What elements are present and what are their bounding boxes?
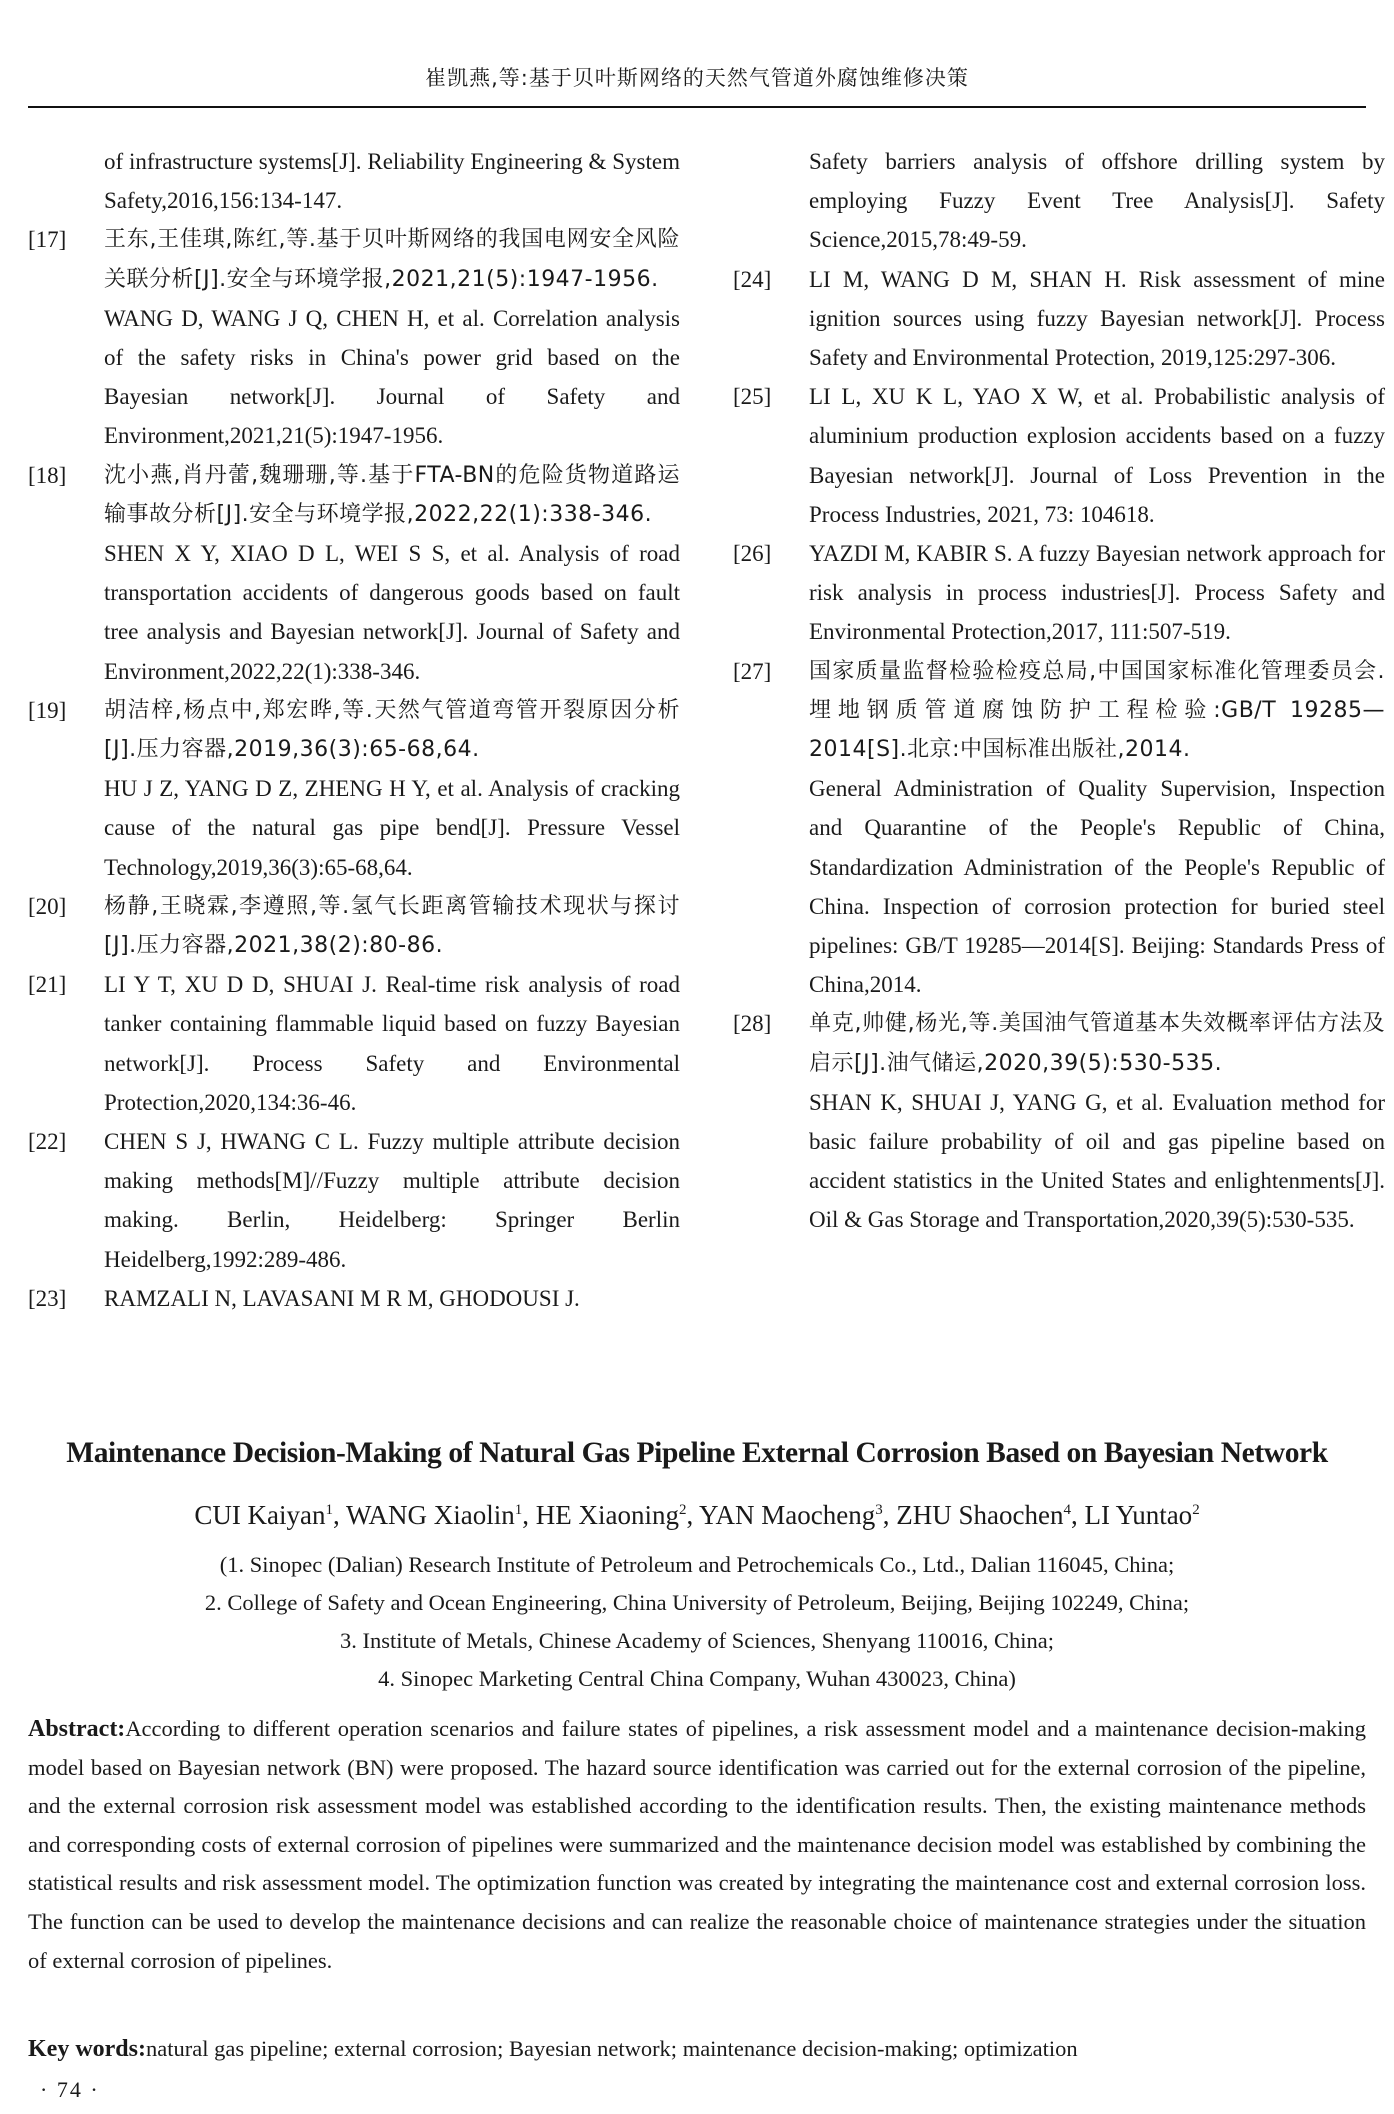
author-affiliation-mark: 1 bbox=[514, 1502, 523, 1518]
author-separator: , bbox=[1070, 1500, 1085, 1530]
author-list bbox=[28, 1500, 1366, 1531]
reference-entry bbox=[28, 456, 680, 691]
author-name: ZHU Shaochen bbox=[896, 1500, 1064, 1530]
reference-text-chinese: 沈小燕,肖丹蕾,魏珊珊,等.基于FTA-BN的危险货物道路运输事故分析[J].安全与环境学报,2022,22(1):338-346. bbox=[104, 462, 680, 527]
author-affiliation-mark: 2 bbox=[679, 1502, 687, 1518]
reference-text-english: LI L, XU K L, YAO X W, et al. Probabilistic analysis of aluminium production explosion accidents based on a fuzzy Bayesian network[J]. Journal of Loss Prevention in the Process Industries, 2021, 73: 104618. bbox=[809, 384, 1385, 527]
reference-number: [18] bbox=[28, 462, 67, 488]
reference-text-english: LI Y T, XU D D, SHUAI J. Real-time risk analysis of road tanker containing flammable liquid based on fuzzy Bayesian network[J]. Process Safety and Environmental Protection,2020,134:36-46. bbox=[104, 972, 680, 1115]
reference-number: [23] bbox=[28, 1285, 67, 1311]
reference-entry bbox=[28, 220, 680, 455]
reference-entry bbox=[28, 691, 680, 887]
reference-text-english: General Administration of Quality Supervision, Inspection and Quarantine of the People's Republic of China, Standardization Administration of the People's Republic of China. Inspection of corrosion protection for buried steel pipelines: GB/T 19285—2014[S]. Beijing: Standards Press of China,2014. bbox=[809, 776, 1385, 998]
author-affiliation-mark: 3 bbox=[875, 1502, 883, 1518]
header-rule bbox=[28, 106, 1366, 108]
reference-text-chinese: 胡洁梓,杨点中,郑宏晔,等.天然气管道弯管开裂原因分析[J].压力容器,2019,36(3):65-68,64. bbox=[104, 697, 680, 763]
reference-entry bbox=[733, 652, 1385, 1005]
reference-text-chinese: 杨静,王晓霖,李遵照,等.氢气长距离管输技术现状与探讨[J].压力容器,2021,38(2):80-86. bbox=[104, 893, 680, 959]
reference-number: [26] bbox=[733, 541, 772, 567]
reference-text-english: CHEN S J, HWANG C L. Fuzzy multiple attribute decision making methods[M]//Fuzzy multiple attribute decision making. Berlin, Heidelberg: Springer Berlin Heidelberg,1992:289-486. bbox=[104, 1129, 680, 1272]
reference-entry bbox=[733, 377, 1385, 534]
running-header: 崔凯燕,等:基于贝叶斯网络的天然气管道外腐蚀维修决策 bbox=[425, 66, 969, 90]
reference-number: [17] bbox=[28, 227, 67, 253]
author-separator: , bbox=[522, 1500, 536, 1530]
reference-number: [21] bbox=[28, 972, 67, 998]
reference-text-chinese: 王东,王佳琪,陈红,等.基于贝叶斯网络的我国电网安全风险关联分析[J].安全与环境学报,2021,21(5):1947-1956. bbox=[104, 227, 680, 292]
reference-text-english: LI M, WANG D M, SHAN H. Risk assessment of mine ignition sources using fuzzy Bayesian network[J]. Process Safety and Environmental Protection, 2019,125:297-306. bbox=[809, 266, 1385, 371]
keywords bbox=[28, 2030, 1366, 2068]
affiliation-line: 2. College of Safety and Ocean Engineering, China University of Petroleum, Beijing, Beijing 102249, China; bbox=[204, 1590, 1190, 1615]
reference-number: [19] bbox=[28, 697, 67, 723]
reference-text-english: SHAN K, SHUAI J, YANG G, et al. Evaluation method for basic failure probability of oil and gas pipeline based on accident statistics in the United States and enlightenments[J]. Oil & Gas Storage and Transportation,2020,39(5):530-535. bbox=[809, 1089, 1385, 1233]
reference-entry bbox=[28, 1279, 680, 1318]
reference-number: [25] bbox=[733, 384, 772, 410]
reference-entry bbox=[733, 260, 1385, 378]
keywords-text: natural gas pipeline; external corrosion; Bayesian network; maintenance decision-making; optimization bbox=[145, 2036, 1078, 2061]
reference-entry bbox=[28, 887, 680, 965]
author-affiliation-mark: 2 bbox=[1192, 1502, 1200, 1518]
abstract-label: Abstract: bbox=[28, 1716, 126, 1742]
reference-text-english: SHEN X Y, XIAO D L, WEI S S, et al. Analysis of road transportation accidents of dangerous goods based on fault tree analysis and Bayesian network[J]. Journal of Safety and Environment,2022,22(1):338-346. bbox=[104, 541, 680, 684]
abstract-text: According to different operation scenarios and failure states of pipelines, a risk assessment model and a maintenance decision-making model based on Bayesian network (BN) were proposed. The hazard source identification was carried out for the external corrosion of the pipeline, and the external corrosion risk assessment model was established according to the identification results. Then, the existing maintenance methods and corresponding costs of external corrosion of pipelines were summarized and the maintenance decision model was established by combining the statistical results and risk assessment model. The optimization function was created by integrating the maintenance cost and external corrosion loss. The function can be used to develop the maintenance decisions and can realize the reasonable choice of maintenance strategies under the situation of external corrosion of pipelines. bbox=[28, 1716, 1366, 1973]
author-name: LI Yuntao bbox=[1084, 1500, 1193, 1530]
affiliation-line: 3. Institute of Metals, Chinese Academy of Sciences, Shenyang 110016, China; bbox=[339, 1628, 1055, 1653]
author-name: YAN Maocheng bbox=[699, 1500, 876, 1530]
reference-text-english: WANG D, WANG J Q, CHEN H, et al. Correlation analysis of the safety risks in China's power grid based on the Bayesian network[J]. Journal of Safety and Environment,2021,21(5):1947-1956. bbox=[104, 305, 680, 449]
reference-column-right bbox=[733, 142, 1385, 1240]
author-affiliation-mark: 1 bbox=[325, 1502, 334, 1518]
reference-continuation: Safety barriers analysis of offshore drilling system by employing Fuzzy Event Tree Analysis[J]. Safety Science,2015,78:49-59. bbox=[809, 149, 1385, 253]
reference-column-left bbox=[28, 142, 680, 1318]
reference-number: [22] bbox=[28, 1129, 67, 1155]
reference-number: [24] bbox=[733, 266, 772, 292]
english-article-title: Maintenance Decision-Making of Natural Gas Pipeline External Corrosion Based on Bayesian Network bbox=[66, 1437, 1328, 1469]
reference-entry bbox=[733, 534, 1385, 652]
reference-number: [28] bbox=[733, 1011, 772, 1037]
keywords-label: Key words: bbox=[28, 2036, 146, 2062]
affiliation-line: 4. Sinopec Marketing Central China Company, Wuhan 430023, China) bbox=[378, 1666, 1016, 1691]
reference-continuation: of infrastructure systems[J]. Reliability Engineering & System Safety,2016,156:134-147. bbox=[104, 149, 680, 214]
page-number: · 74 · bbox=[40, 2077, 100, 2102]
author-separator: , bbox=[333, 1500, 347, 1530]
reference-number: [20] bbox=[28, 893, 67, 919]
author-name: WANG Xiaolin bbox=[346, 1500, 515, 1530]
affiliation-line: (1. Sinopec (Dalian) Research Institute of Petroleum and Petrochemicals Co., Ltd., Dalian 116045, China; bbox=[219, 1552, 1175, 1577]
reference-entry bbox=[733, 1004, 1385, 1239]
reference-entry bbox=[28, 1122, 680, 1279]
reference-text-english: HU J Z, YANG D Z, ZHENG H Y, et al. Analysis of cracking cause of the natural gas pipe bend[J]. Pressure Vessel Technology,2019,36(3):65-68,64. bbox=[104, 776, 680, 880]
author-separator: , bbox=[882, 1500, 897, 1530]
reference-entry bbox=[28, 965, 680, 1122]
reference-text-chinese: 单克,帅健,杨光,等.美国油气管道基本失效概率评估方法及启示[J].油气储运,2020,39(5):530-535. bbox=[809, 1011, 1385, 1076]
reference-text-english: YAZDI M, KABIR S. A fuzzy Bayesian network approach for risk analysis in process industries[J]. Process Safety and Environmental Protection,2017, 111:507-519. bbox=[809, 541, 1385, 645]
reference-text-chinese: 国家质量监督检验检疫总局,中国国家标准化管理委员会.埋地钢质管道腐蚀防护工程检验:GB/T 19285—2014[S].北京:中国标准出版社,2014. bbox=[809, 658, 1385, 763]
author-name: CUI Kaiyan bbox=[194, 1500, 326, 1530]
author-separator: , bbox=[686, 1500, 700, 1530]
reference-text-english: RAMZALI N, LAVASANI M R M, GHODOUSI J. bbox=[104, 1285, 580, 1311]
abstract bbox=[28, 1710, 1366, 1980]
author-name: HE Xiaoning bbox=[535, 1500, 680, 1530]
affiliation-list bbox=[28, 1546, 1366, 1698]
author-affiliation-mark: 4 bbox=[1063, 1502, 1071, 1518]
reference-number: [27] bbox=[733, 658, 772, 684]
